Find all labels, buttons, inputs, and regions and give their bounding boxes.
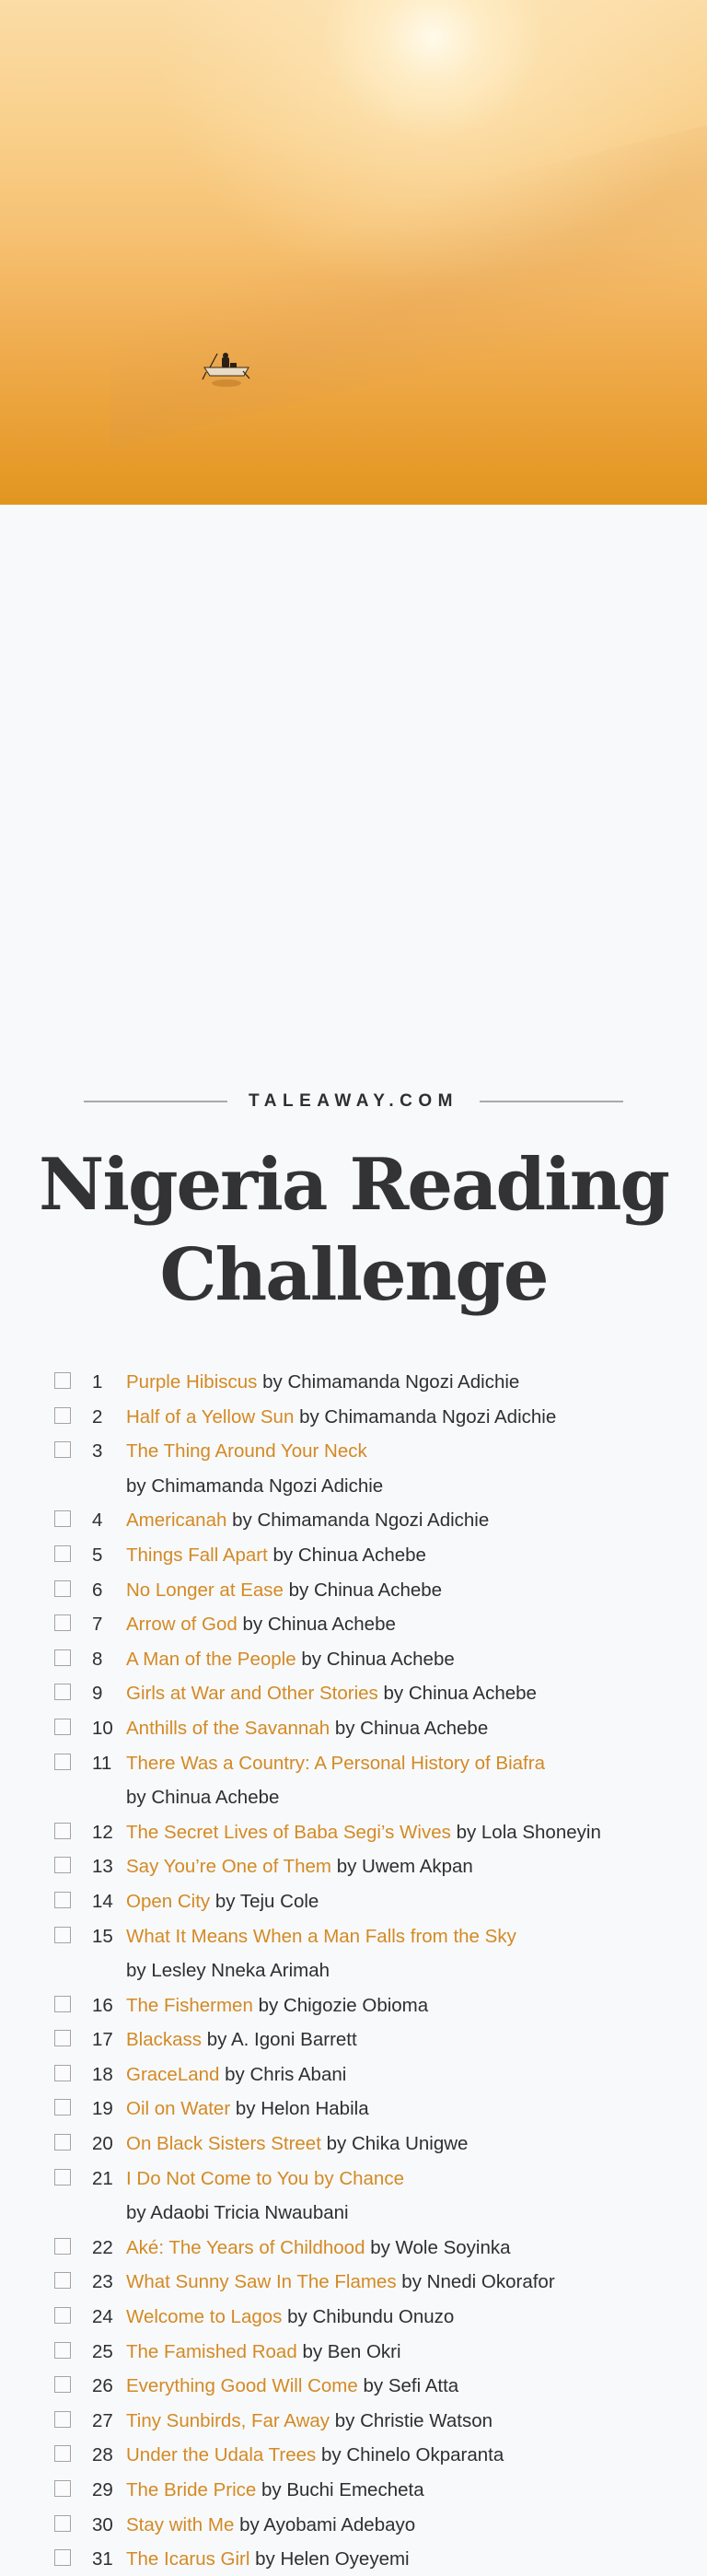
book-number: 22 (92, 2236, 113, 2258)
checkbox[interactable] (54, 2411, 71, 2428)
list-item (0, 2126, 707, 2161)
book-author: by Chibundu Onuzo (287, 2306, 455, 2328)
list-item (0, 2161, 707, 2196)
brand-name: TALEAWAY.COM (249, 1091, 458, 1111)
book-title[interactable]: The Secret Lives of Baba Segi’s Wives (126, 1821, 451, 1843)
list-item-continuation (0, 2195, 707, 2230)
checkbox[interactable] (54, 1510, 71, 1527)
book-entry (126, 2306, 454, 2328)
book-number: 9 (92, 1683, 103, 1705)
book-title[interactable]: There Was a Country: A Personal History of Biafra (126, 1752, 545, 1774)
book-title[interactable]: Girls at War and Other Stories (126, 1683, 378, 1705)
book-number: 6 (92, 1579, 103, 1601)
book-entry (126, 2341, 401, 2363)
book-author: by A. Igoni Barrett (206, 2029, 357, 2051)
book-title[interactable]: The Fishermen (126, 1994, 253, 2016)
book-title[interactable]: Everything Good Will Come (126, 2375, 358, 2397)
rowboat-icon (199, 341, 254, 396)
checkbox[interactable] (54, 2307, 71, 2324)
book-author: by Chris Abani (225, 2063, 347, 2085)
book-author: by Chigozie Obioma (258, 1994, 429, 2016)
checkbox[interactable] (54, 2134, 71, 2151)
book-author: by Buchi Emecheta (261, 2479, 424, 2500)
list-item (0, 1883, 707, 1918)
book-author: by Chimamanda Ngozi Adichie (126, 1474, 384, 1497)
book-title[interactable]: Tiny Sunbirds, Far Away (126, 2409, 330, 2431)
book-title[interactable]: Anthills of the Savannah (126, 1717, 330, 1739)
book-number: 24 (92, 2306, 113, 2328)
book-author: by Christie Watson (334, 2409, 493, 2431)
book-number: 5 (92, 1544, 103, 1566)
book-number: 20 (92, 2133, 113, 2155)
book-number: 27 (92, 2409, 113, 2431)
book-entry (126, 2271, 555, 2293)
list-item (0, 2437, 707, 2472)
book-entry (126, 1683, 537, 1705)
book-title[interactable]: Open City (126, 1890, 211, 1912)
book-title[interactable]: Welcome to Lagos (126, 2306, 283, 2328)
book-number: 13 (92, 1856, 113, 1878)
book-author: by Helon Habila (235, 2098, 369, 2120)
list-item (0, 2368, 707, 2403)
book-author: by Uwem Akpan (336, 1856, 473, 1878)
book-title[interactable]: Aké: The Years of Childhood (126, 2236, 365, 2258)
book-title[interactable]: No Longer at Ease (126, 1579, 284, 1601)
book-entry (126, 1509, 489, 1532)
list-item (0, 1918, 707, 1953)
checkbox[interactable] (54, 2480, 71, 2497)
list-item (0, 2472, 707, 2507)
list-item (0, 2507, 707, 2542)
list-item (0, 2264, 707, 2299)
book-entry (126, 1891, 319, 1913)
book-title[interactable]: What Sunny Saw In The Flames (126, 2271, 397, 2293)
book-author: by Helen Oyeyemi (255, 2548, 410, 2570)
checkbox[interactable] (54, 1649, 71, 1666)
list-item (0, 2230, 707, 2265)
list-item (0, 1814, 707, 1849)
book-author: by Ben Okri (302, 2340, 401, 2362)
book-entry (126, 2133, 468, 2155)
book-author: by Chinua Achebe (288, 1579, 443, 1601)
book-author: by Lesley Nneka Arimah (126, 1960, 330, 1982)
book-number: 1 (92, 1371, 103, 1393)
book-title[interactable]: Under the Udala Trees (126, 2444, 317, 2466)
book-number: 31 (92, 2548, 113, 2570)
book-entry (126, 2514, 415, 2536)
book-entry (126, 1856, 473, 1878)
list-item (0, 1572, 707, 1607)
checkbox[interactable] (54, 1857, 71, 1873)
book-title[interactable]: The Bride Price (126, 2479, 257, 2500)
hero-image (0, 0, 707, 505)
book-entry (126, 2410, 493, 2432)
checkbox[interactable] (54, 1684, 71, 1700)
checkbox[interactable] (54, 2342, 71, 2359)
book-entry (126, 1718, 488, 1740)
book-author: by Chinua Achebe (242, 1614, 396, 1636)
checkbox[interactable] (54, 1823, 71, 1839)
book-number: 12 (92, 1821, 113, 1843)
book-author: by Chinua Achebe (272, 1544, 426, 1566)
book-title[interactable]: Blackass (126, 2029, 203, 2051)
book-author: by Nnedi Okorafor (401, 2271, 555, 2293)
book-number: 26 (92, 2375, 113, 2397)
book-entry (126, 1579, 442, 1602)
book-title[interactable]: What It Means When a Man Falls from the Sky (126, 1925, 516, 1947)
book-author: by Chinua Achebe (126, 1787, 280, 1809)
book-title[interactable]: GraceLand (126, 2063, 220, 2085)
checkbox[interactable] (54, 2169, 71, 2186)
book-number: 21 (92, 2167, 113, 2189)
book-entry (126, 2237, 511, 2259)
book-number: 18 (92, 2063, 113, 2085)
book-number: 15 (92, 1925, 113, 1947)
book-number: 30 (92, 2513, 113, 2535)
book-title[interactable]: Things Fall Apart (126, 1544, 268, 1566)
list-item (0, 1987, 707, 2022)
checkbox[interactable] (54, 2549, 71, 2566)
book-number: 8 (92, 1648, 103, 1670)
title-line-2: Challenge (159, 1233, 548, 1317)
checkbox[interactable] (54, 1719, 71, 1735)
book-number: 14 (92, 1890, 113, 1912)
checkbox[interactable] (54, 2099, 71, 2116)
book-number: 3 (92, 1440, 103, 1463)
checkbox[interactable] (54, 1580, 71, 1597)
book-entry (126, 2168, 404, 2190)
book-entry (126, 1371, 519, 1393)
book-author: by Teju Cole (214, 1890, 319, 1912)
mountain-haze (110, 113, 707, 449)
checkbox[interactable] (54, 1441, 71, 1458)
checkbox[interactable] (54, 2272, 71, 2289)
book-title[interactable]: Say You’re One of Them (126, 1856, 331, 1878)
book-entry (126, 2064, 346, 2086)
book-number: 11 (92, 1752, 112, 1774)
book-title[interactable]: Americanah (126, 1509, 227, 1532)
list-item (0, 2541, 707, 2576)
list-item-continuation (0, 1952, 707, 1987)
list-item (0, 1364, 707, 1399)
list-item (0, 1502, 707, 1537)
book-author: by Chika Unigwe (326, 2133, 469, 2155)
book-title[interactable]: Stay with Me (126, 2513, 235, 2535)
book-title[interactable]: Oil on Water (126, 2098, 231, 2120)
book-entry (126, 1649, 455, 1671)
list-item (0, 1537, 707, 1572)
checkbox[interactable] (54, 1892, 71, 1908)
checkbox[interactable] (54, 1545, 71, 1562)
book-title[interactable]: Purple Hibiscus (126, 1371, 258, 1393)
book-entry (126, 2029, 357, 2051)
book-entry (126, 1544, 426, 1567)
checkbox[interactable] (54, 2030, 71, 2046)
checkbox[interactable] (54, 1407, 71, 1424)
book-entry (126, 1614, 396, 1636)
book-entry (126, 1926, 516, 1948)
book-entry (126, 1753, 545, 1775)
book-author: by Adaobi Tricia Nwaubani (126, 2202, 349, 2224)
list-item (0, 1675, 707, 1710)
book-author: by Chinua Achebe (334, 1717, 489, 1739)
list-item (0, 1606, 707, 1641)
book-number: 7 (92, 1614, 103, 1636)
book-entry (126, 2444, 504, 2466)
list-item (0, 1848, 707, 1883)
book-entry (126, 1995, 428, 2017)
checkbox[interactable] (54, 2515, 71, 2532)
book-number: 2 (92, 1405, 103, 1428)
book-author: by Sefi Atta (363, 2375, 459, 2397)
list-item (0, 2403, 707, 2438)
book-title[interactable]: On Black Sisters Street (126, 2133, 321, 2155)
list-item (0, 1433, 707, 1468)
book-title[interactable]: The Famished Road (126, 2340, 297, 2362)
book-entry (126, 1406, 556, 1428)
checkbox[interactable] (54, 1372, 71, 1389)
book-author: by Lola Shoneyin (456, 1821, 601, 1843)
title-line-1: Nigeria Reading (39, 1143, 668, 1227)
checkbox[interactable] (54, 2445, 71, 2462)
book-title[interactable]: I Do Not Come to You by Chance (126, 2167, 404, 2189)
book-number: 29 (92, 2479, 113, 2500)
book-author: by Wole Soyinka (370, 2236, 511, 2258)
book-entry (126, 2479, 424, 2501)
list-item (0, 2299, 707, 2334)
book-entry (126, 2548, 410, 2570)
page-title (0, 1140, 707, 1321)
list-item (0, 2057, 707, 2092)
list-item (0, 1399, 707, 1434)
book-author: by Chinua Achebe (301, 1648, 455, 1670)
checkbox[interactable] (54, 2065, 71, 2081)
book-checklist (0, 1364, 707, 2576)
brand-header (0, 1090, 707, 1113)
list-item (0, 2022, 707, 2057)
checkbox[interactable] (54, 1754, 71, 1770)
list-item (0, 1641, 707, 1676)
book-entry (126, 2375, 458, 2397)
divider-left (84, 1101, 227, 1102)
checkbox[interactable] (54, 1614, 71, 1631)
book-title[interactable]: A Man of the People (126, 1648, 296, 1670)
book-entry (126, 1822, 601, 1844)
list-item-continuation (0, 1779, 707, 1814)
list-item-continuation (0, 1468, 707, 1503)
book-author: by Chimamanda Ngozi Adichie (232, 1509, 490, 1532)
book-number: 4 (92, 1509, 103, 1532)
book-author: by Chinua Achebe (383, 1683, 537, 1705)
book-author: by Ayobami Adebayo (239, 2513, 416, 2535)
checkbox[interactable] (54, 2238, 71, 2255)
list-item (0, 1745, 707, 1780)
list-item (0, 2334, 707, 2369)
book-number: 25 (92, 2340, 113, 2362)
book-title[interactable]: The Thing Around Your Neck (126, 1440, 367, 1463)
checkbox[interactable] (54, 1996, 71, 2012)
list-item (0, 2091, 707, 2126)
book-author: by Chimamanda Ngozi Adichie (299, 1405, 557, 1428)
book-title[interactable]: The Icarus Girl (126, 2548, 250, 2570)
book-number: 10 (92, 1717, 113, 1739)
checkbox[interactable] (54, 2376, 71, 2393)
list-item (0, 1710, 707, 1745)
book-entry (126, 2098, 369, 2120)
book-title[interactable]: Arrow of God (126, 1614, 238, 1636)
book-entry (126, 1440, 367, 1463)
checkbox[interactable] (54, 1927, 71, 1943)
book-number: 23 (92, 2271, 113, 2293)
book-number: 17 (92, 2029, 113, 2051)
book-number: 16 (92, 1994, 113, 2016)
book-number: 19 (92, 2098, 113, 2120)
book-author: by Chimamanda Ngozi Adichie (262, 1371, 520, 1393)
book-number: 28 (92, 2444, 113, 2466)
book-title[interactable]: Half of a Yellow Sun (126, 1405, 295, 1428)
book-author: by Chinelo Okparanta (320, 2444, 504, 2466)
divider-right (480, 1101, 623, 1102)
